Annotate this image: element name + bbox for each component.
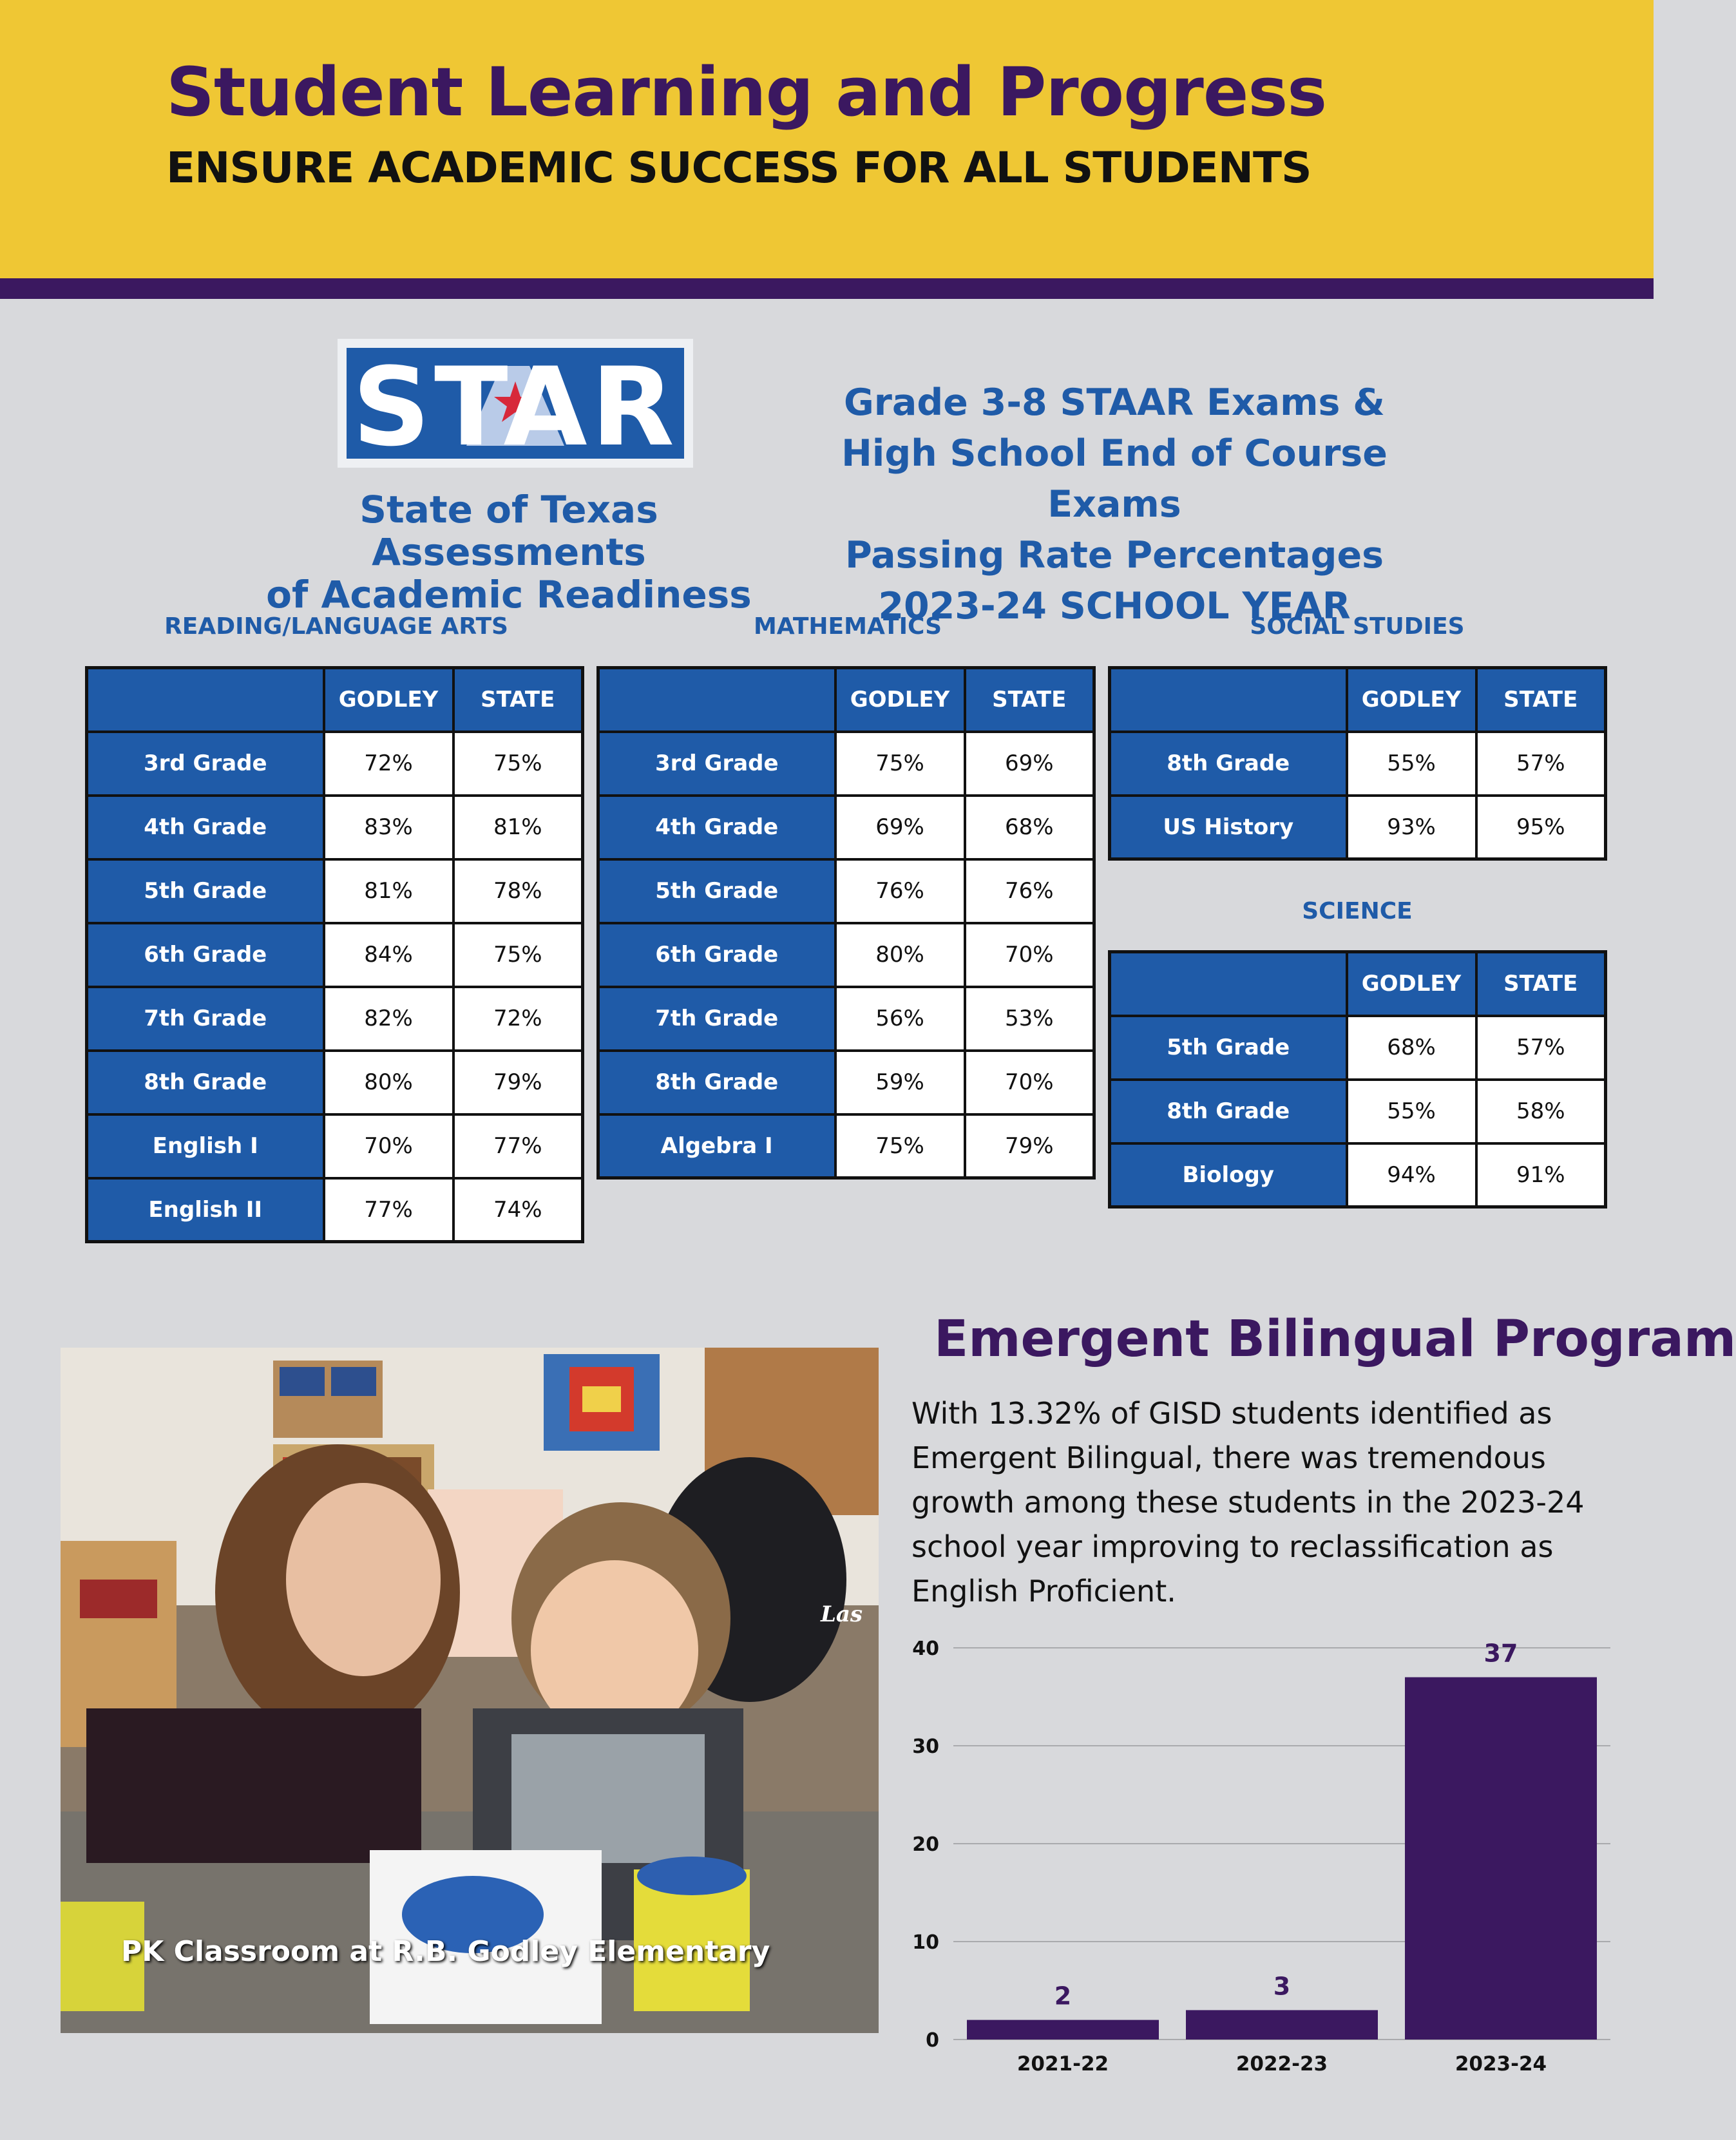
row-label: 7th Grade (87, 987, 324, 1051)
row-label: 8th Grade (598, 1051, 835, 1114)
state-value: 76% (965, 859, 1094, 923)
bar-value-label: 3 (1273, 1972, 1291, 2001)
row-label: 6th Grade (598, 923, 835, 987)
godley-value: 56% (835, 987, 965, 1051)
godley-value: 82% (324, 987, 453, 1051)
science-table (1108, 950, 1607, 1209)
exam-heading-line: Passing Rate Percentages (844, 534, 1384, 577)
shirt-text: Las (821, 1601, 863, 1627)
bilingual-bar-chart (902, 1617, 1617, 2081)
exam-heading-line: High School End of Course Exams (841, 432, 1388, 526)
godley-value: 55% (1347, 732, 1476, 796)
state-value: 57% (1476, 732, 1606, 796)
godley-column-header: GODLEY (1347, 668, 1476, 732)
exam-heading-line: 2023-24 SCHOOL YEAR (878, 585, 1351, 627)
row-label: 8th Grade (1110, 1080, 1347, 1143)
table-row (598, 732, 1094, 796)
y-tick-label: 40 (912, 1638, 939, 1660)
row-label: 3rd Grade (598, 732, 835, 796)
row-label: 3rd Grade (87, 732, 324, 796)
row-label: 6th Grade (87, 923, 324, 987)
header-divider (0, 278, 1654, 299)
state-value: 58% (1476, 1080, 1606, 1143)
y-tick-label: 0 (926, 2029, 939, 2052)
bar-value-label: 37 (1483, 1639, 1518, 1668)
table-row (87, 1051, 583, 1114)
state-value: 75% (453, 732, 583, 796)
godley-value: 83% (324, 796, 453, 859)
godley-value: 93% (1347, 796, 1476, 859)
star-logo-text: STAR (352, 344, 678, 470)
table-row (87, 859, 583, 923)
row-label: US History (1110, 796, 1347, 859)
godley-value: 84% (324, 923, 453, 987)
table-header-row (1110, 952, 1606, 1016)
table-row (1110, 732, 1606, 796)
table-corner-cell (1110, 668, 1347, 732)
star-caption (258, 488, 760, 616)
godley-value: 81% (324, 859, 453, 923)
godley-value: 80% (835, 923, 965, 987)
state-value: 72% (453, 987, 583, 1051)
science-section-label: SCIENCE (1302, 898, 1413, 924)
table-row (87, 1114, 583, 1178)
page-title: Student Learning and Progress (166, 53, 1327, 131)
godley-value: 77% (324, 1178, 453, 1242)
header-banner (0, 0, 1654, 278)
state-value: 81% (453, 796, 583, 859)
table-row (598, 1051, 1094, 1114)
table-corner-cell (87, 668, 324, 732)
bar (1186, 2010, 1378, 2040)
social-section-label: SOCIAL STUDIES (1250, 613, 1465, 640)
table-header-row (1110, 668, 1606, 732)
x-tick-label: 2022-23 (1235, 2052, 1328, 2076)
exam-heading (773, 377, 1456, 632)
row-label: 7th Grade (598, 987, 835, 1051)
social-studies-table (1108, 666, 1607, 861)
state-value: 77% (453, 1114, 583, 1178)
photo-caption: PK Classroom at R.B. Godley Elementary (121, 1935, 770, 1968)
godley-column-header: GODLEY (1347, 952, 1476, 1016)
bar (1405, 1677, 1597, 2040)
state-value: 68% (965, 796, 1094, 859)
math-table (596, 666, 1096, 1180)
classroom-photo (61, 1348, 879, 2033)
godley-column-header: GODLEY (835, 668, 965, 732)
row-label: 8th Grade (87, 1051, 324, 1114)
godley-value: 55% (1347, 1080, 1476, 1143)
table-corner-cell (598, 668, 835, 732)
row-label: 8th Grade (1110, 732, 1347, 796)
star-caption-line: State of Texas Assessments (359, 488, 658, 574)
table-corner-cell (1110, 952, 1347, 1016)
state-value: 74% (453, 1178, 583, 1242)
table-row (598, 796, 1094, 859)
math-section-label: MATHEMATICS (753, 613, 942, 640)
table-row (1110, 1016, 1606, 1080)
star-caption-line: of Academic Readiness (266, 573, 752, 616)
star-logo (338, 339, 693, 468)
table-row (87, 732, 583, 796)
table-header-row (598, 668, 1094, 732)
row-label: Biology (1110, 1143, 1347, 1207)
reading-table (85, 666, 584, 1243)
state-value: 75% (453, 923, 583, 987)
state-value: 79% (453, 1051, 583, 1114)
state-value: 69% (965, 732, 1094, 796)
godley-column-header: GODLEY (324, 668, 453, 732)
row-label: 5th Grade (598, 859, 835, 923)
godley-value: 69% (835, 796, 965, 859)
godley-value: 68% (1347, 1016, 1476, 1080)
godley-value: 75% (835, 1114, 965, 1178)
row-label: 4th Grade (87, 796, 324, 859)
row-label: 5th Grade (1110, 1016, 1347, 1080)
table-header-row (87, 668, 583, 732)
table-row (87, 987, 583, 1051)
table-row (598, 1114, 1094, 1178)
x-tick-label: 2021-22 (1016, 2052, 1109, 2076)
bar (967, 2020, 1159, 2040)
godley-value: 76% (835, 859, 965, 923)
godley-value: 59% (835, 1051, 965, 1114)
table-row (598, 923, 1094, 987)
state-value: 95% (1476, 796, 1606, 859)
table-row (1110, 796, 1606, 859)
godley-value: 75% (835, 732, 965, 796)
state-value: 91% (1476, 1143, 1606, 1207)
state-column-header: STATE (1476, 668, 1606, 732)
godley-value: 72% (324, 732, 453, 796)
row-label: Algebra I (598, 1114, 835, 1178)
state-column-header: STATE (965, 668, 1094, 732)
row-label: 4th Grade (598, 796, 835, 859)
state-value: 57% (1476, 1016, 1606, 1080)
x-tick-label: 2023-24 (1455, 2052, 1547, 2076)
row-label: 5th Grade (87, 859, 324, 923)
state-value: 78% (453, 859, 583, 923)
state-value: 70% (965, 923, 1094, 987)
table-row (1110, 1080, 1606, 1143)
bilingual-body: With 13.32% of GISD students identified as Emergent Bilingual, there was tremendous growth among these students in the 2023-24 school year improving to reclassification as English Proficient. (911, 1396, 1585, 1609)
state-value: 79% (965, 1114, 1094, 1178)
table-row (87, 923, 583, 987)
y-tick-label: 20 (912, 1833, 939, 1856)
exam-heading-line: Grade 3-8 STAAR Exams & (844, 381, 1385, 424)
table-row (87, 1178, 583, 1242)
reading-section-label: READING/LANGUAGE ARTS (164, 613, 508, 640)
row-label: English II (87, 1178, 324, 1242)
y-tick-label: 10 (912, 1931, 939, 1954)
star-logo-graphic (347, 344, 684, 470)
bilingual-title: Emergent Bilingual Program (934, 1310, 1736, 1368)
state-column-header: STATE (1476, 952, 1606, 1016)
table-row (598, 987, 1094, 1051)
state-value: 53% (965, 987, 1094, 1051)
page-subtitle: ENSURE ACADEMIC SUCCESS FOR ALL STUDENTS (166, 143, 1312, 193)
table-row (598, 859, 1094, 923)
table-row (87, 796, 583, 859)
state-column-header: STATE (453, 668, 583, 732)
table-row (1110, 1143, 1606, 1207)
bar-value-label: 2 (1054, 1982, 1072, 2011)
godley-value: 80% (324, 1051, 453, 1114)
godley-value: 70% (324, 1114, 453, 1178)
row-label: English I (87, 1114, 324, 1178)
state-value: 70% (965, 1051, 1094, 1114)
godley-value: 94% (1347, 1143, 1476, 1207)
y-tick-label: 30 (912, 1735, 939, 1758)
